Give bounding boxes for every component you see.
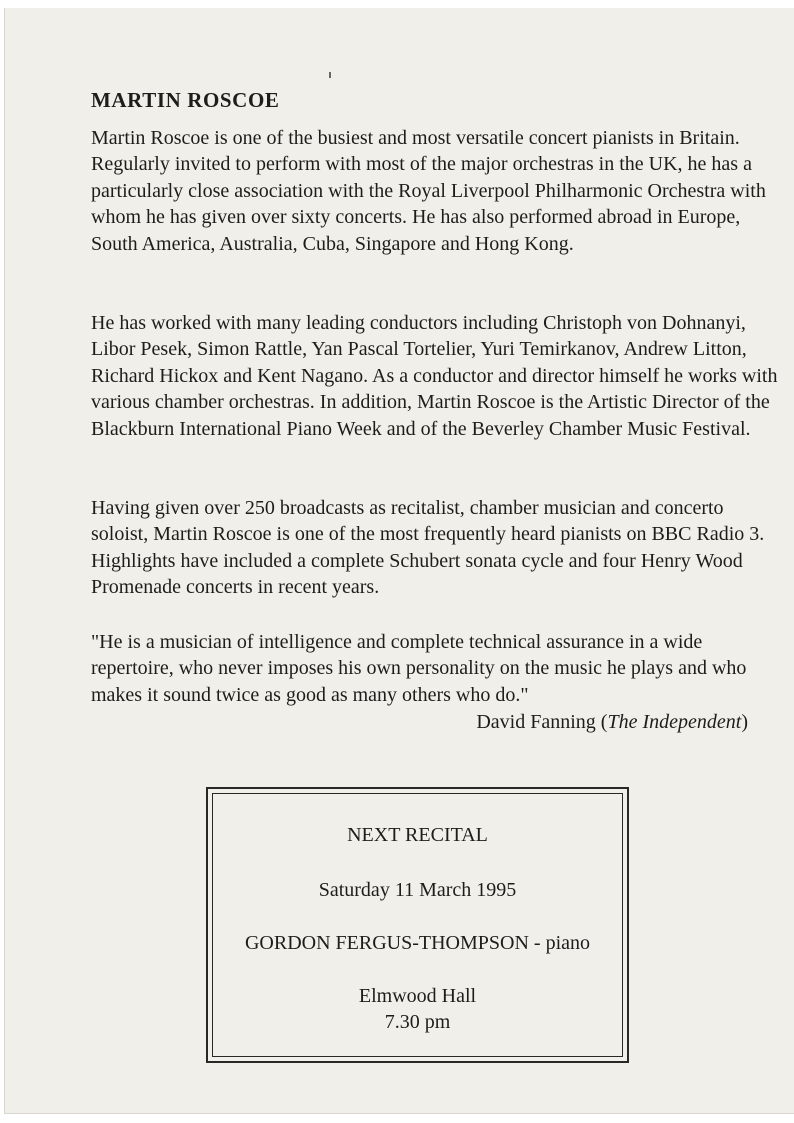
quote-source: The Independent <box>607 711 742 733</box>
quote-attribution <box>476 711 748 734</box>
quote-source-wrapper: (The Independent) <box>600 711 748 733</box>
print-mark <box>329 72 331 78</box>
next-recital-inner-frame <box>212 793 623 1057</box>
programme-page <box>4 8 794 1114</box>
next-recital-venue: Elmwood Hall <box>358 985 477 1007</box>
next-recital-date: Saturday 11 March 1995 <box>318 879 517 901</box>
next-recital-time: 7.30 pm <box>384 1011 451 1033</box>
next-recital-performer: GORDON FERGUS-THOMPSON - piano <box>244 932 591 954</box>
next-recital-title: NEXT RECITAL <box>347 824 488 846</box>
artist-heading: MARTIN ROSCOE <box>91 88 280 112</box>
bio-paragraph-3: Having given over 250 broadcasts as recitalist, chamber musician and concerto soloist, Martin Roscoe is one of the most frequently heard pianists on BBC Radio 3. Highlights have included a complete Schubert sonata cycle and four Henry Wood Promenade concerts in recent years. <box>91 497 765 599</box>
bio-paragraph-1: Martin Roscoe is one of the busiest and most versatile concert pianists in Britain. Regularly invited to perform with most of the major orchestras in the UK, he has a particularly close association with the Royal Liverpool Philharmonic Orchestra with whom he has given over sixty concerts. He has also performed abroad in Europe, South America, Australia, Cuba, Singapore and Hong Kong. <box>91 127 766 255</box>
next-recital-box <box>206 787 629 1063</box>
review-quote: "He is a musician of intelligence and complete technical assurance in a wide repertoire, who never imposes his own personality on the music he plays and who makes it sound twice as good as many others who do." <box>91 631 747 706</box>
quote-author: David Fanning <box>476 711 596 733</box>
bio-paragraph-2: He has worked with many leading conductors including Christoph von Dohnanyi, Libor Pesek, Simon Rattle, Yan Pascal Tortelier, Yuri Temirkanov, Andrew Litton, Richard Hickox and Kent Nagano. As a conductor and director himself he works with various chamber orchestras. In addition, Martin Roscoe is the Artistic Director of the Blackburn International Piano Week and of the Beverley Chamber Music Festival. <box>91 312 778 440</box>
